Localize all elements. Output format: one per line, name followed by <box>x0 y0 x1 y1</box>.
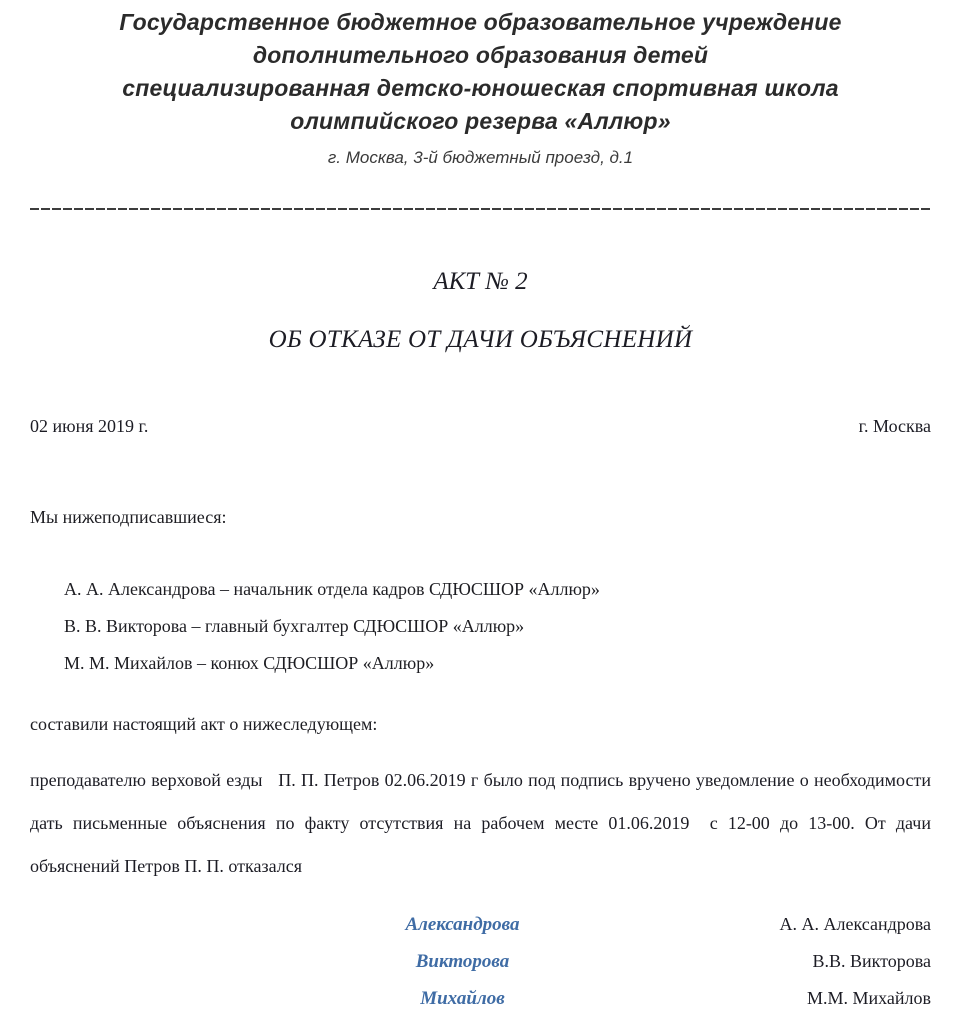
signature-row <box>30 914 931 951</box>
printed-name: А. А. Александрова <box>779 914 931 934</box>
handwritten-signature: Александрова <box>405 914 520 935</box>
signatory-item: М. М. Михайлов – конюх СДЮСШОР «Аллюр» <box>64 653 435 673</box>
handwritten-signature: Михайлов <box>420 988 505 1009</box>
org-address: г. Москва, 3-й бюджетный проезд, д.1 <box>327 148 634 167</box>
org-header-line: дополнительного образования детей <box>252 42 709 68</box>
date-city-row <box>30 416 931 437</box>
signatory-item: А. А. Александрова – начальник отдела кадров СДЮСШОР «Аллюр» <box>64 579 600 599</box>
body-paragraph: преподавателю верховой езды П. П. Петров 02.06.2019 г было под подпись вручено уведомление о необходимости дать письменные объяснения по факту отсутствия на рабочем месте 01.06.2019 с 12-00 до 13-00. От дачи объяснений Петров П. П. отказался <box>30 770 931 876</box>
org-header-line: олимпийского резерва «Аллюр» <box>290 108 671 134</box>
signatory-list <box>30 578 931 674</box>
act-title: АКТ № 2 <box>433 268 528 295</box>
handwritten-signature: Викторова <box>415 951 510 972</box>
org-header-line: специализированная детско-юношеская спортивная школа <box>122 75 839 101</box>
signatory-item: В. В. Викторова – главный бухгалтер СДЮСШОР «Аллюр» <box>64 616 525 636</box>
statement-lead: составили настоящий акт о нижеследующем: <box>30 714 378 734</box>
signature-row <box>30 951 931 988</box>
org-header-line: Государственное бюджетное образовательное учреждение <box>119 9 842 35</box>
act-date: 02 июня 2019 г. <box>30 416 149 436</box>
signature-row <box>30 988 931 1025</box>
printed-name: В.В. Викторова <box>812 951 931 971</box>
printed-name: М.М. Михайлов <box>806 988 931 1008</box>
act-city: г. Москва <box>858 416 931 436</box>
org-header <box>30 6 931 138</box>
divider-line <box>30 208 931 210</box>
act-subtitle: ОБ ОТКАЗЕ ОТ ДАЧИ ОБЪЯСНЕНИЙ <box>268 326 693 353</box>
signature-block <box>30 914 931 1025</box>
intro-line: Мы нижеподписавшиеся: <box>30 507 227 527</box>
